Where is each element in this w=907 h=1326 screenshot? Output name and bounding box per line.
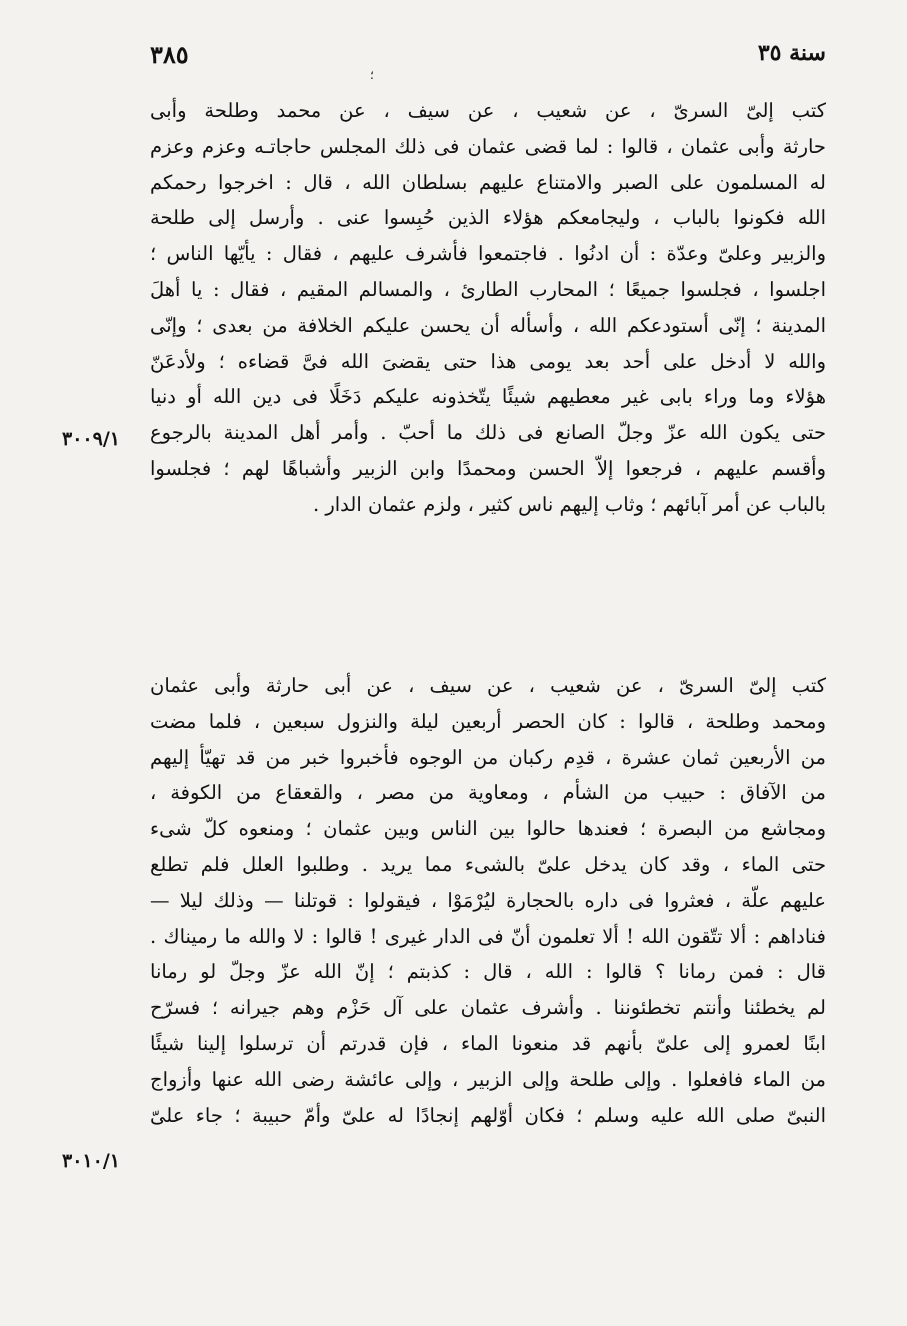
text-line: هؤلاء وما وراء بابى غير معطيهم شيئًا يتّخذونه عليكم دَخَلًا فى دين الله أو دنيا — [150, 385, 826, 409]
text-line: من الأربعين ثمان عشرة ، قدِم ركبان من الوجوه فأخبروا خبر من قد تهيّأ إليهم — [150, 745, 826, 769]
text-line: حارثة وأبى عثمان ، قالوا : لما قضى عثمان فى ذلك المجلس حاجاتـه وعزم وعزم — [150, 134, 826, 158]
text-line: ابنًا لعمرو إلى علىّ بأنهم قد منعونا الماء ، فإن قدرتم أن ترسلوا إلينا شيئًا — [150, 1031, 826, 1055]
text-line: كتب إلىّ السرىّ ، عن شعيب ، عن سيف ، عن أبى حارثة وأبى عثمان — [150, 674, 826, 697]
text-line: اجلسوا ، فجلسوا جميعًا ؛ المحارب الطارئ ، والمسالم المقيم ، فقال : يا أهلَ — [150, 277, 826, 301]
text-line: والزبير وعلىّ وعدّة : أن ادنُوا . فاجتمعوا فأشرف عليهم ، فقال : يأيّها الناس ؛ — [150, 242, 826, 266]
margin-note-1: ٣٠٠٩/١ — [62, 428, 120, 450]
text-line: ومحمد وطلحة ، قالوا : كان الحصر أربعين ليلة والنزول سبعين ، فلما مضت — [150, 709, 826, 733]
text-line: عليهم علّة ، فعثروا فى داره بالحجارة ليُرْمَوْا ، فيقولوا : قوتلنا — وذلك ليلا — — [150, 888, 826, 912]
running-head: سنة ٣٥ — [757, 40, 826, 66]
text-line: وأقسم عليهم ، فرجعوا إلاّ الحسن ومحمدًا وابن الزبير وأشباهًا لهم ؛ فجلسوا — [150, 456, 826, 480]
text-line: من الآفاق : حبيب من الشأم ، ومعاوية من مصر ، والقعقاع من الكوفة ، — [150, 781, 826, 805]
text-line: كتب إلىّ السرىّ ، عن شعيب ، عن سيف ، عن محمد وطلحة وأبى — [150, 99, 826, 122]
text-line: المدينة ؛ إنّى أستودعكم الله ، وأسأله أن يحسن عليكم الخلافة من بعدى ؛ وإنّى — [150, 313, 826, 337]
top-mark: ؛ — [370, 68, 374, 82]
paragraph-2 — [150, 668, 826, 1133]
paragraph-1 — [150, 93, 826, 523]
text-line: حتى يكون الله عزّ وجلّ الصانع فى ذلك ما أحبّ . وأمر أهل المدينة بالرجوع — [150, 421, 826, 445]
text-line: بالباب عن أمر آبائهم ؛ وثاب إليهم ناس كثير ، ولزم عثمان الدار . — [312, 492, 826, 516]
text-line: فناداهم : ألا تتّقون الله ! ألا تعلمون أنّ فى الدار غيرى ! قالوا : لا والله ما رميناك . — [150, 924, 826, 948]
page-header — [150, 40, 826, 82]
text-line: قال : فمن رمانا ؟ قالوا : الله ، قال : كذبتم ؛ إنّ الله عزّ وجلّ لو رمانا — [150, 960, 826, 984]
text-line: والله لا أدخل على أحد بعد يومى هذا حتى يقضىَ الله فىَّ قضاءه ؛ ولأدعَنّ — [150, 349, 826, 373]
text-line: له المسلمون على الصبر والامتناع عليهم بسلطان الله ، قال : اخرجوا رحمكم — [150, 170, 826, 194]
text-line: حتى الماء ، وقد كان يدخل علىّ بالشىء مما يريد . وطلبوا العلل فلم تطلع — [150, 852, 826, 876]
text-line: لم يخطئنا وأنتم تخطئوننا . وأشرف عثمان على آل حَزْم وهم جيرانه ؛ فسرّح — [150, 996, 826, 1020]
text-line: النبىّ صلى الله عليه وسلم ؛ فكان أوّلهم إنجادًا له علىّ وأمّ حبيبة ؛ جاء علىّ — [150, 1103, 826, 1127]
text-line: الله فكونوا بالباب ، وليجامعكم هؤلاء الذين حُبِسوا عنى . وأرسل إلى طلحة — [150, 206, 826, 230]
text-line: من الماء فافعلوا . وإلى طلحة وإلى الزبير ، وإلى عائشة رضى الله عنها وأزواج — [150, 1067, 826, 1091]
page-number: ٣٨٥ — [150, 40, 189, 69]
margin-note-2: ٣٠١٠/١ — [62, 1150, 120, 1172]
text-line: ومجاشع من البصرة ؛ فعندها حالوا بين الناس وبين عثمان ؛ ومنعوه كلّ شىء — [150, 817, 826, 841]
